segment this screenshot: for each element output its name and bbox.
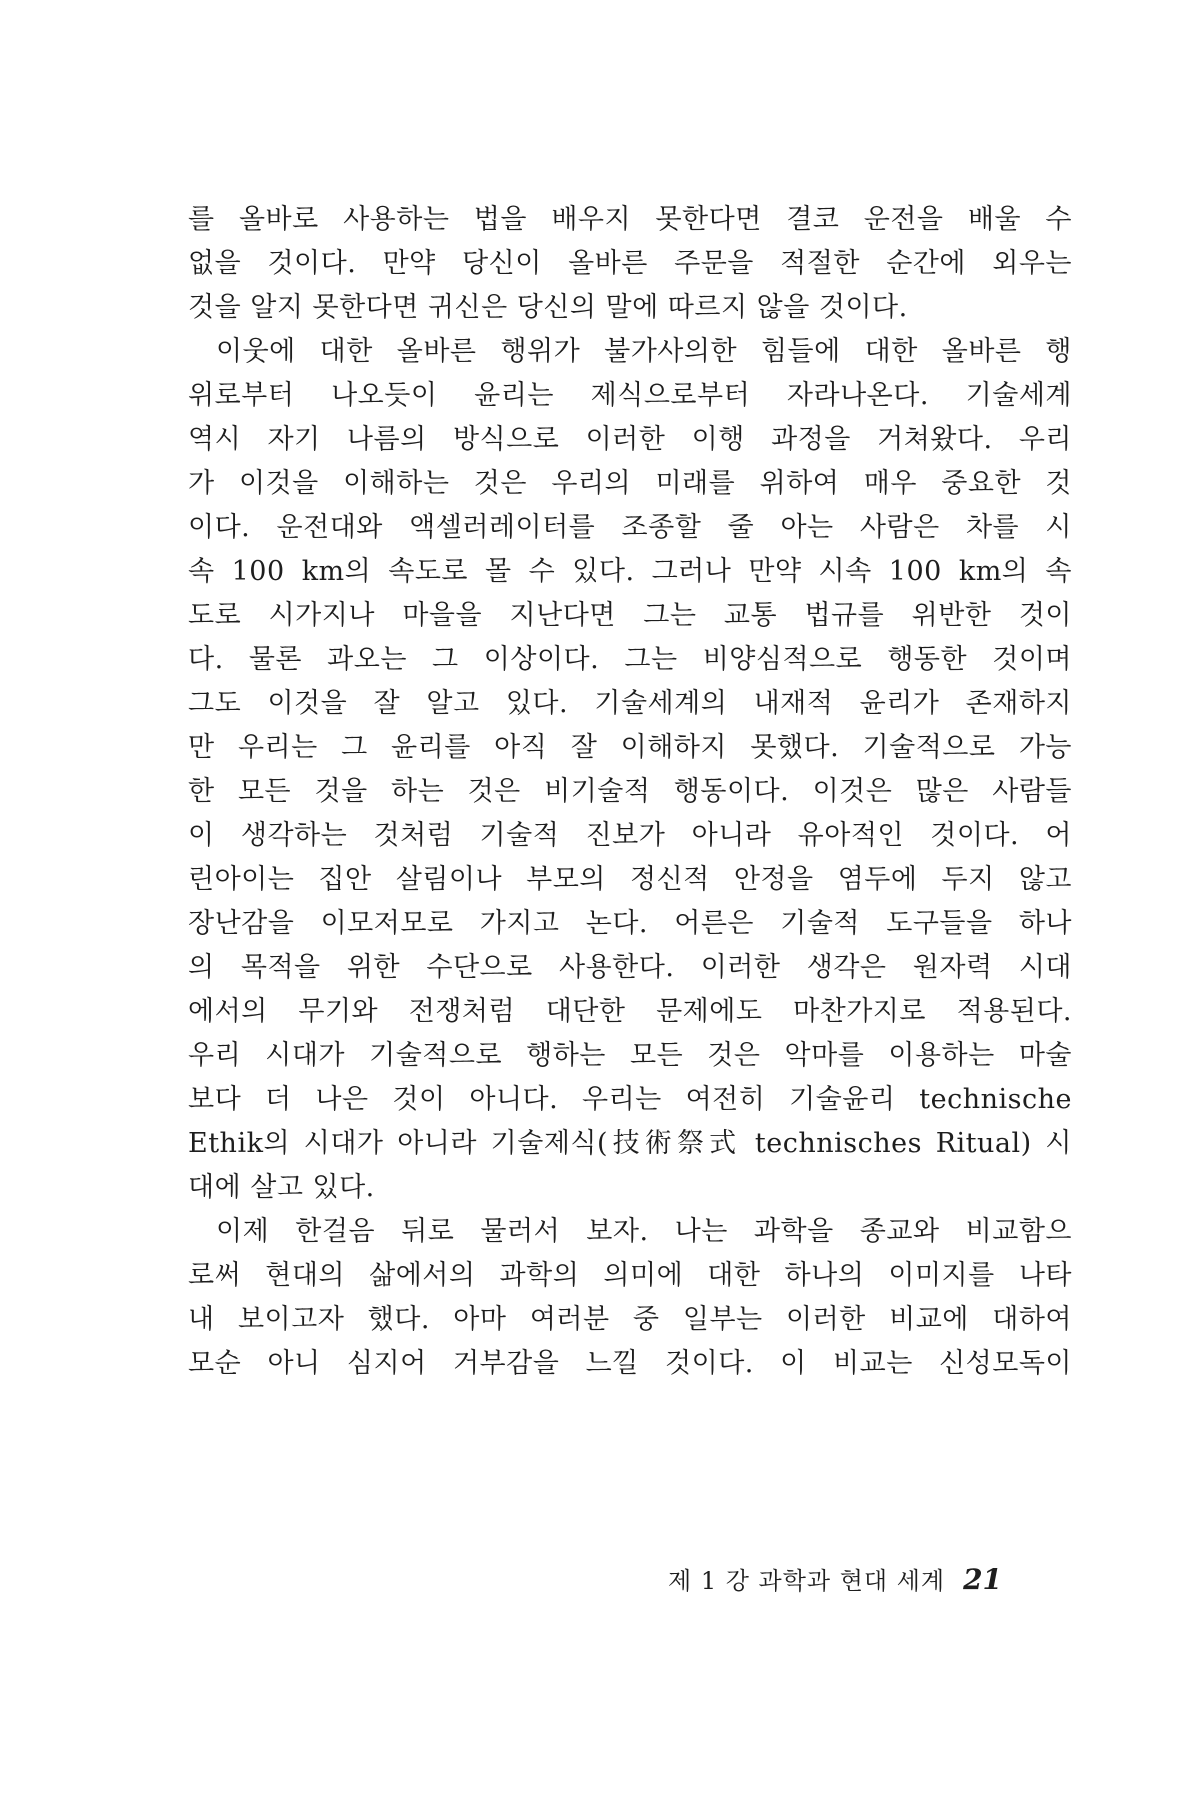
text-line: 내 보이고자 했다. 아마 여러분 중 일부는 이러한 비교에 대하여 xyxy=(188,1304,1072,1335)
page-number: 21 xyxy=(963,1563,1003,1596)
text-line: 것을 알지 못한다면 귀신은 당신의 말에 따르지 않을 것이다. xyxy=(188,292,908,323)
text-line: 린아이는 집안 살림이나 부모의 정신적 안정을 염두에 두지 않고 xyxy=(188,864,1072,895)
text-line: 대에 살고 있다. xyxy=(188,1172,375,1203)
text-line: 의 목적을 위한 수단으로 사용한다. 이러한 생각은 원자력 시대 xyxy=(188,952,1072,983)
text-line: 우리 시대가 기술적으로 행하는 모든 것은 악마를 이용하는 마술 xyxy=(188,1040,1072,1071)
text-line: 가 이것을 이해하는 것은 우리의 미래를 위하여 매우 중요한 것 xyxy=(188,468,1072,499)
text-line: 다. 물론 과오는 그 이상이다. 그는 비양심적으로 행동한 것이며 xyxy=(188,644,1072,675)
text-line: 이웃에 대한 올바른 행위가 불가사의한 힘들에 대한 올바른 행 xyxy=(216,336,1072,367)
text-line: 도로 시가지나 마을을 지난다면 그는 교통 법규를 위반한 것이 xyxy=(188,600,1072,631)
text-line: 보다 더 나은 것이 아니다. 우리는 여전히 기술윤리 technische xyxy=(188,1084,1072,1115)
text-line: 역시 자기 나름의 방식으로 이러한 이행 과정을 거쳐왔다. 우리 xyxy=(188,424,1072,455)
text-line: 에서의 무기와 전쟁처럼 대단한 문제에도 마찬가지로 적용된다. xyxy=(188,996,1072,1027)
text-line: 속 100 km의 속도로 몰 수 있다. 그러나 만약 시속 100 km의 속 xyxy=(188,556,1072,587)
text-line: 없을 것이다. 만약 당신이 올바른 주문을 적절한 순간에 외우는 xyxy=(188,248,1072,279)
text-line: 이다. 운전대와 액셀러레이터를 조종할 줄 아는 사람은 차를 시 xyxy=(188,512,1072,543)
text-line: 이제 한걸음 뒤로 물러서 보자. 나는 과학을 종교와 비교함으 xyxy=(216,1216,1072,1247)
text-line: 위로부터 나오듯이 윤리는 제식으로부터 자라나온다. 기술세계 xyxy=(188,380,1072,411)
text-line: 한 모든 것을 하는 것은 비기술적 행동이다. 이것은 많은 사람들 xyxy=(188,776,1072,807)
text-line: 로써 현대의 삶에서의 과학의 의미에 대한 하나의 이미지를 나타 xyxy=(188,1260,1072,1291)
page-footer xyxy=(668,1560,1068,1600)
text-line: 이 생각하는 것처럼 기술적 진보가 아니라 유아적인 것이다. 어 xyxy=(188,820,1072,851)
text-line: 만 우리는 그 윤리를 아직 잘 이해하지 못했다. 기술적으로 가능 xyxy=(188,732,1072,763)
text-line: 모순 아니 심지어 거부감을 느낄 것이다. 이 비교는 신성모독이 xyxy=(188,1348,1072,1379)
chapter-title: 제 1 강 과학과 현대 세계 xyxy=(668,1567,946,1595)
text-line: 장난감을 이모저모로 가지고 논다. 어른은 기술적 도구들을 하나 xyxy=(188,908,1072,939)
body-text xyxy=(188,198,1072,1386)
text-line: 를 올바로 사용하는 법을 배우지 못한다면 결코 운전을 배울 수 xyxy=(188,204,1072,235)
text-line: Ethik의 시대가 아니라 기술제식(技術祭式 technisches Ritual) 시 xyxy=(188,1128,1072,1159)
text-line: 그도 이것을 잘 알고 있다. 기술세계의 내재적 윤리가 존재하지 xyxy=(188,688,1072,719)
